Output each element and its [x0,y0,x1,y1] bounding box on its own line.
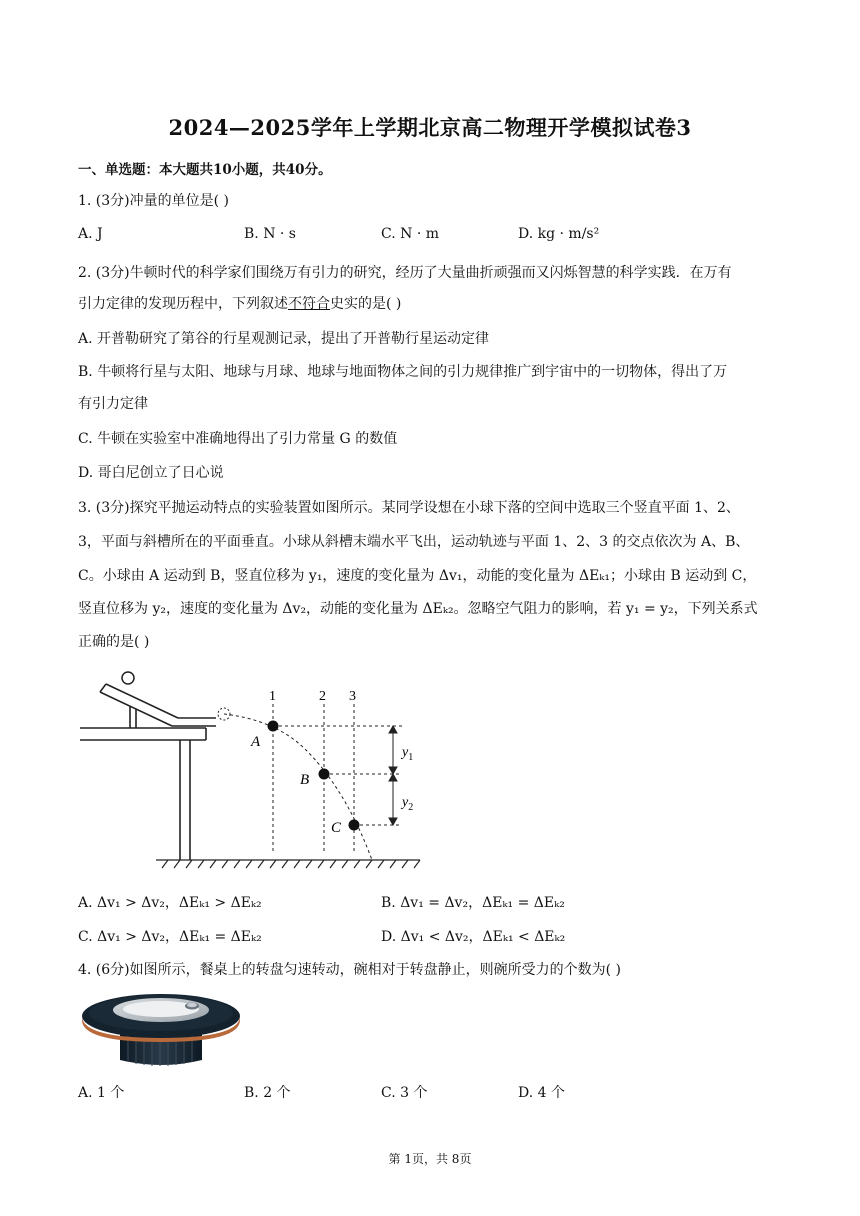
level-lines [273,726,402,825]
q4-option-d: D. 4 个 [518,1085,565,1101]
ground [156,860,420,868]
q2-underlined-text: 不符合 [288,296,330,312]
q3-option-d: D. Δv₁ < Δv₂，ΔEₖ₁ < ΔEₖ₂ [381,929,566,945]
q3-stem-line2: 3，平面与斜槽所在的平面垂直。小球从斜槽末端水平飞出，运动轨迹与平面 1、2、3 的交点依次为 A、B、 [78,534,750,550]
plane-2-label: 2 [319,689,326,704]
q2-option-c: C. 牛顿在实验室中准确地得出了引力常量 G 的数值 [78,431,398,447]
point-a-label: A [251,734,261,750]
plane-1-label: 1 [269,689,276,704]
q3-option-a: A. Δv₁ > Δv₂，ΔEₖ₁ > ΔEₖ₂ [78,895,262,911]
point-a-dot [268,721,279,732]
q1-option-b: B. N · s [244,226,296,242]
q1-stem: 1. (3分)冲量的单位是( ) [78,193,230,209]
point-b-label: B [300,772,310,788]
q2-stem-line1: 2. (3分)牛顿时代的科学家们围绕万有引力的研究，经历了大量曲折顽强而又闪烁智慧的科学实践．在万有 [78,265,732,281]
trajectory-curve [224,714,372,860]
q4-option-a: A. 1 个 [78,1085,125,1101]
rotating-turntable-image [80,986,242,1070]
point-c-dot [349,820,360,831]
q3-stem-line1: 3. (3分)探究平抛运动特点的实验装置如图所示。某同学设想在小球下落的空间中选取三个竖直平面 1、2、 [78,500,740,516]
point-c-label: C [331,820,342,836]
q3-option-c: C. Δv₁ > Δv₂，ΔEₖ₁ = ΔEₖ₂ [78,929,262,945]
section-heading: 一、单选题：本大题共10小题，共40分。 [78,162,332,178]
point-b-dot [319,769,330,780]
q3-stem-line3: C。小球由 A 运动到 B，竖直位移为 y₁，速度的变化量为 Δv₁，动能的变化量为 ΔEₖ₁；小球由 B 运动到 C， [78,568,757,584]
q4-option-c: C. 3 个 [381,1085,428,1101]
q4-option-b: B. 2 个 [244,1085,291,1101]
page-footer: 第 1页，共 8页 [388,1152,472,1166]
table [80,728,206,860]
q3-stem-line5: 正确的是( ) [78,634,150,650]
projectile-apparatus-figure [76,660,426,872]
q1-option-c: C. N · m [381,226,439,242]
q3-option-b: B. Δv₁ = Δv₂，ΔEₖ₁ = ΔEₖ₂ [381,895,565,911]
plane-3-label: 3 [349,689,356,704]
q2-stem-line2: 引力定律的发现历程中，下列叙述不符合史实的是( ) [78,296,402,312]
inclined-chute [100,684,216,728]
q4-stem: 4. (6分)如图所示，餐桌上的转盘匀速转动，碗相对于转盘静止，则碗所受力的个数为( ) [78,962,622,978]
y2-label: $y_2$ [402,795,414,813]
y1-label: $y_1$ [402,745,414,763]
q3-stem-line4: 竖直位移为 y₂，速度的变化量为 Δv₂，动能的变化量为 ΔEₖ₂。忽略空气阻力的影响，若 y₁ = y₂，下列关系式 [78,601,758,617]
ball-on-chute [122,672,134,684]
q2-option-d: D. 哥白尼创立了日心说 [78,465,224,481]
q1-option-a: A. J [78,226,103,242]
q2-option-b-line2: 有引力定律 [78,396,148,412]
displacement-arrows [389,726,397,825]
q1-option-d: D. kg · m/s² [518,226,600,242]
q2-option-b-line1: B. 牛顿将行星与太阳、地球与月球、地球与地面物体之间的引力规律推广到宇宙中的一切物体，得出了万 [78,364,728,380]
page-title: 2024—2025学年上学期北京高二物理开学模拟试卷3 [168,115,692,140]
q2-option-a: A. 开普勒研究了第谷的行星观测记录，提出了开普勒行星运动定律 [78,331,490,347]
